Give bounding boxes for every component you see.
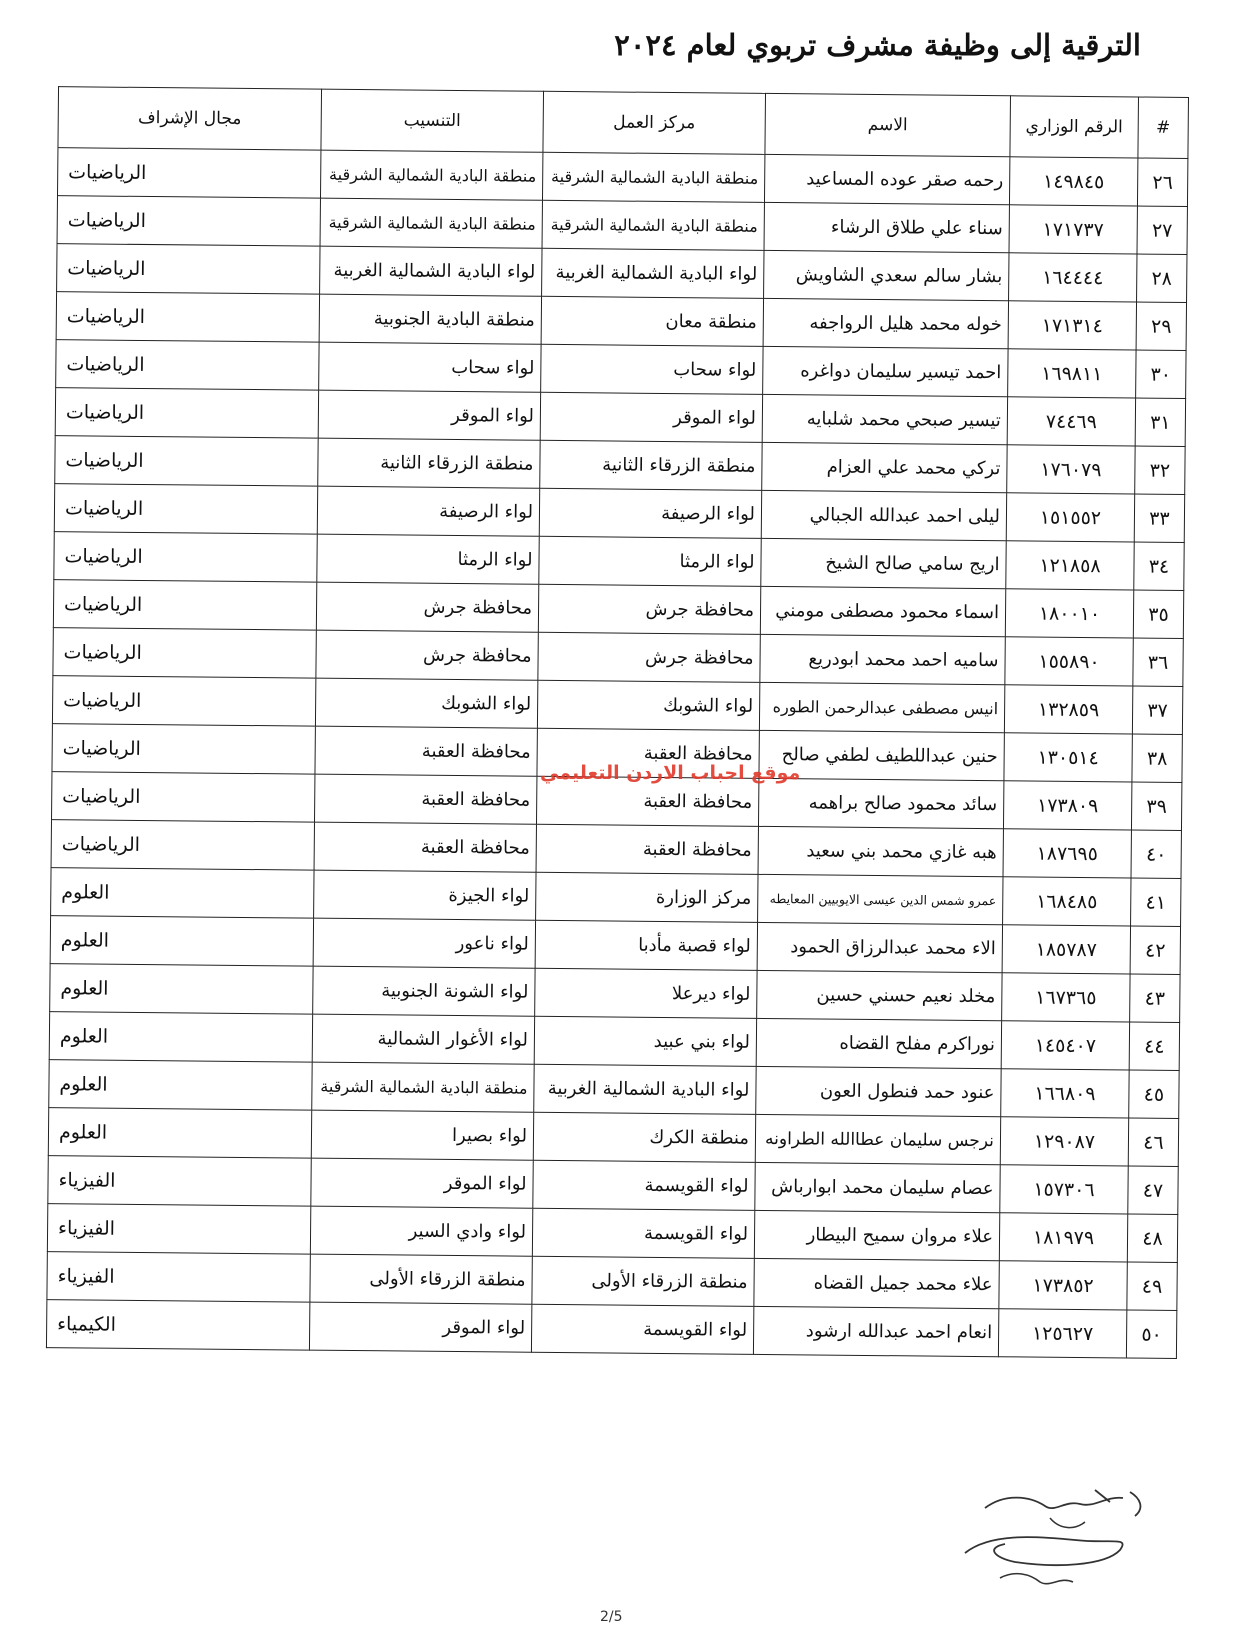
employee-name-cell: تركي محمد علي العزام [762,442,1007,492]
assignment-cell: منطقة البادية الجنوبية [319,294,541,344]
header-supervision-field: مجال الإشراف [58,87,322,151]
employee-name-cell: هبه غازي محمد بني سعيد [758,826,1003,876]
ministry-number-cell: ١٣٢٨٥٩ [1004,685,1132,734]
row-index-cell: ٤٠ [1131,830,1181,878]
employee-name-cell: مخلد نعيم حسني حسين [757,970,1002,1020]
employee-name-cell: احمد تيسير سليمان دواغره [763,346,1008,396]
work-center-cell: محافظة جرش [538,584,760,634]
ministry-number-cell: ١٥٧٣٠٦ [1000,1165,1128,1214]
ministry-number-cell: ١٧٦٠٧٩ [1007,445,1135,494]
ministry-number-cell: ١٤٩٨٤٥ [1009,157,1137,206]
assignment-cell: محافظة العقبة [314,774,536,824]
employee-name-cell: نوراكرم مفلح القضاه [756,1018,1001,1068]
ministry-number-cell: ١٥١٥٥٢ [1006,493,1134,542]
ministry-number-cell: ١٣٠٥١٤ [1004,733,1132,782]
employee-name-cell: بشار سالم سعدي الشاويش [764,250,1009,300]
work-center-cell: منطقة الكرك [533,1112,755,1162]
work-center-cell: محافظة العقبة [536,824,758,874]
assignment-cell: لواء بصيرا [311,1110,533,1160]
employee-name-cell: ليلى احمد عبدالله الجبالي [761,490,1006,540]
header-index: # [1138,97,1189,158]
employee-name-cell: ساميه احمد محمد ابودريع [760,634,1005,684]
work-center-cell: لواء القويسمة [533,1160,755,1210]
supervision-field-cell: الكيمياء [46,1300,309,1351]
row-index-cell: ٢٦ [1137,158,1187,206]
row-index-cell: ٣٠ [1136,350,1186,398]
employee-name-cell: اسماء محمود مصطفى مومني [760,586,1005,636]
employee-name-cell: تيسير صبحي محمد شلبايه [762,394,1007,444]
assignment-cell: محافظة العقبة [315,726,537,776]
page-title: الترقية إلى وظيفة مشرف تربوي لعام ٢٠٢٤ [614,28,1141,62]
ministry-number-cell: ١٤٥٤٠٧ [1001,1021,1129,1070]
work-center-cell: لواء القويسمة [532,1208,754,1258]
work-center-cell: لواء بني عبيد [534,1016,756,1066]
row-index-cell: ٣٢ [1135,446,1185,494]
ministry-number-cell: ١٨٠٠١٠ [1005,589,1133,638]
employee-name-cell: حنين عبداللطيف لطفي صالح [759,730,1004,780]
work-center-cell: منطقة البادية الشمالية الشرقية [542,200,764,250]
ministry-number-cell: ١٨٧٦٩٥ [1003,829,1131,878]
ministry-number-cell: ١٥٥٨٩٠ [1005,637,1133,686]
supervision-field-cell: الرياضيات [51,820,314,871]
ministry-number-cell: ١٢٥٦٢٧ [998,1309,1126,1358]
work-center-cell: منطقة الزرقاء الثانية [540,440,762,490]
ministry-number-cell: ١٢٩٠٨٧ [1000,1117,1128,1166]
employee-name-cell: رحمه صقر عوده المساعيد [764,154,1009,204]
employee-name-cell: عنود حمد فنطول العون [756,1066,1001,1116]
employee-name-cell: انعام احمد عبدالله ارشود [753,1306,998,1356]
employee-name-cell: سائد محمود صالح براهمه [758,778,1003,828]
work-center-cell: لواء الشوبك [537,680,759,730]
supervision-field-cell: الرياضيات [55,436,318,487]
supervision-field-cell: الرياضيات [52,676,315,727]
supervision-field-cell: الرياضيات [53,628,316,679]
supervision-field-cell: الرياضيات [54,532,317,583]
watermark-text: موقع احباب الاردن التعليمي [540,762,801,784]
supervision-field-cell: الفيزياء [48,1156,311,1207]
employee-name-cell: انيس مصطفى عبدالرحمن الطوره [759,682,1004,732]
supervision-field-cell: الرياضيات [57,196,320,247]
assignment-cell: لواء سحاب [319,342,541,392]
work-center-cell: لواء الموقر [540,392,762,442]
work-center-cell: محافظة العقبة [536,776,758,826]
page-number: 2/5 [600,1609,623,1625]
employee-name-cell: عصام سليمان محمد ابوارباش [755,1162,1000,1212]
row-index-cell: ٣٦ [1133,638,1183,686]
employee-name-cell: سناء علي طلاق الرشاء [764,202,1009,252]
assignment-cell: محافظة جرش [316,630,538,680]
row-index-cell: ٣٣ [1134,494,1184,542]
header-name: الاسم [765,93,1011,156]
ministry-number-cell: ١٦٨٤٨٥ [1003,877,1131,926]
supervision-field-cell: الرياضيات [57,244,320,295]
table-row [46,1300,1176,1359]
assignment-cell: منطقة البادية الشمالية الشرقية [312,1062,534,1112]
header-work-center: مركز العمل [543,91,766,154]
work-center-cell: لواء ديرعلا [535,968,757,1018]
supervision-field-cell: العلوم [50,964,313,1015]
row-index-cell: ٣٨ [1132,734,1182,782]
employee-name-cell: علاء محمد جميل القضاه [754,1258,999,1308]
assignment-cell: لواء الشونة الجنوبية [313,966,535,1016]
work-center-cell: محافظة جرش [538,632,760,682]
row-index-cell: ٤٨ [1127,1214,1177,1262]
row-index-cell: ٢٩ [1136,302,1186,350]
assignment-cell: لواء الرصيفة [317,486,539,536]
work-center-cell: لواء الرمثا [539,536,761,586]
supervision-field-cell: الرياضيات [52,772,315,823]
supervision-field-cell: الرياضيات [58,148,321,199]
row-index-cell: ٣٧ [1132,686,1182,734]
ministry-number-cell: ١٦٦٨٠٩ [1001,1069,1129,1118]
row-index-cell: ٥٠ [1126,1310,1176,1358]
work-center-cell: لواء البادية الشمالية الغربية [542,248,764,298]
supervision-field-cell: الرياضيات [52,724,315,775]
assignment-cell: لواء الرمثا [317,534,539,584]
work-center-cell: لواء البادية الشمالية الغربية [534,1064,756,1114]
handwritten-signature [945,1478,1165,1598]
row-index-cell: ٤١ [1131,878,1181,926]
employee-name-cell: اريج سامي صالح الشيخ [761,538,1006,588]
supervision-field-cell: الفيزياء [47,1204,310,1255]
work-center-cell: منطقة البادية الشمالية الشرقية [542,152,764,202]
supervision-field-cell: العلوم [51,868,314,919]
row-index-cell: ٣٥ [1133,590,1183,638]
row-index-cell: ٤٥ [1129,1070,1179,1118]
work-center-cell: منطقة معان [541,296,763,346]
row-index-cell: ٣١ [1135,398,1185,446]
ministry-number-cell: ١٨٥٧٨٧ [1002,925,1130,974]
supervision-field-cell: العلوم [50,916,313,967]
row-index-cell: ٤٢ [1130,926,1180,974]
work-center-cell: منطقة الزرقاء الأولى [532,1256,754,1306]
work-center-cell: لواء الرصيفة [539,488,761,538]
header-ministry-number: الرقم الوزاري [1010,96,1139,158]
ministry-number-cell: ١٧٣٨٥٢ [999,1261,1127,1310]
row-index-cell: ٤٦ [1128,1118,1178,1166]
table-body [46,148,1187,1359]
assignment-cell: لواء البادية الشمالية الغربية [320,246,542,296]
row-index-cell: ٣٩ [1131,782,1181,830]
employee-name-cell: الاء محمد عبدالرزاق الحمود [757,922,1002,972]
row-index-cell: ٤٩ [1127,1262,1177,1310]
ministry-number-cell: ١٦٩٨١١ [1008,349,1136,398]
work-center-cell: لواء قصبة مأدبا [535,920,757,970]
employee-name-cell: عمرو شمس الدين عيسى الايوبيين المعايطه [758,874,1003,924]
supervision-field-cell: الفيزياء [47,1252,310,1303]
work-center-cell: محافظة العقبة [537,728,759,778]
assignment-cell: منطقة الزرقاء الثانية [318,438,540,488]
assignment-cell: لواء الموقر [318,390,540,440]
assignment-cell: منطقة البادية الشمالية الشرقية [320,198,542,248]
supervision-field-cell: العلوم [49,1012,312,1063]
ministry-number-cell: ١٦٧٣٦٥ [1002,973,1130,1022]
row-index-cell: ٤٤ [1129,1022,1179,1070]
promotion-table [46,86,1189,1359]
supervision-field-cell: العلوم [48,1108,311,1159]
assignment-cell: لواء الجيزة [314,870,536,920]
ministry-number-cell: ١٦٤٤٤٤ [1009,253,1137,302]
employee-name-cell: علاء مروان سميح البيطار [754,1210,999,1260]
ministry-number-cell: ١٧٣٨٠٩ [1003,781,1131,830]
employee-name-cell: نرجس سليمان عطاالله الطراونه [755,1114,1000,1164]
assignment-cell: لواء الشوبك [315,678,537,728]
ministry-number-cell: ١٧١٧٣٧ [1009,205,1137,254]
row-index-cell: ٢٧ [1137,206,1187,254]
work-center-cell: لواء القويسمة [531,1304,753,1354]
employee-name-cell: خوله محمد هليل الرواجفه [763,298,1008,348]
work-center-cell: مركز الوزارة [536,872,758,922]
header-assignment: التنسيب [321,89,544,152]
ministry-number-cell: ١٢١٨٥٨ [1006,541,1134,590]
ministry-number-cell: ١٨١٩٧٩ [999,1213,1127,1262]
supervision-field-cell: الرياضيات [56,292,319,343]
assignment-cell: لواء وادي السير [310,1206,532,1256]
assignment-cell: منطقة الزرقاء الأولى [310,1254,532,1304]
assignment-cell: لواء ناعور [313,918,535,968]
ministry-number-cell: ٧٤٤٦٩ [1007,397,1135,446]
assignment-cell: لواء الموقر [309,1302,531,1352]
assignment-cell: منطقة البادية الشمالية الشرقية [320,150,542,200]
assignment-cell: لواء الموقر [311,1158,533,1208]
supervision-field-cell: الرياضيات [56,340,319,391]
row-index-cell: ٢٨ [1137,254,1187,302]
row-index-cell: ٣٤ [1134,542,1184,590]
row-index-cell: ٤٣ [1130,974,1180,1022]
assignment-cell: لواء الأغوار الشمالية [312,1014,534,1064]
supervision-field-cell: الرياضيات [55,388,318,439]
supervision-field-cell: الرياضيات [53,580,316,631]
supervision-field-cell: الرياضيات [54,484,317,535]
supervision-field-cell: العلوم [49,1060,312,1111]
assignment-cell: محافظة جرش [316,582,538,632]
assignment-cell: محافظة العقبة [314,822,536,872]
ministry-number-cell: ١٧١٣١٤ [1008,301,1136,350]
row-index-cell: ٤٧ [1128,1166,1178,1214]
work-center-cell: لواء سحاب [541,344,763,394]
table-header-row [58,87,1189,159]
